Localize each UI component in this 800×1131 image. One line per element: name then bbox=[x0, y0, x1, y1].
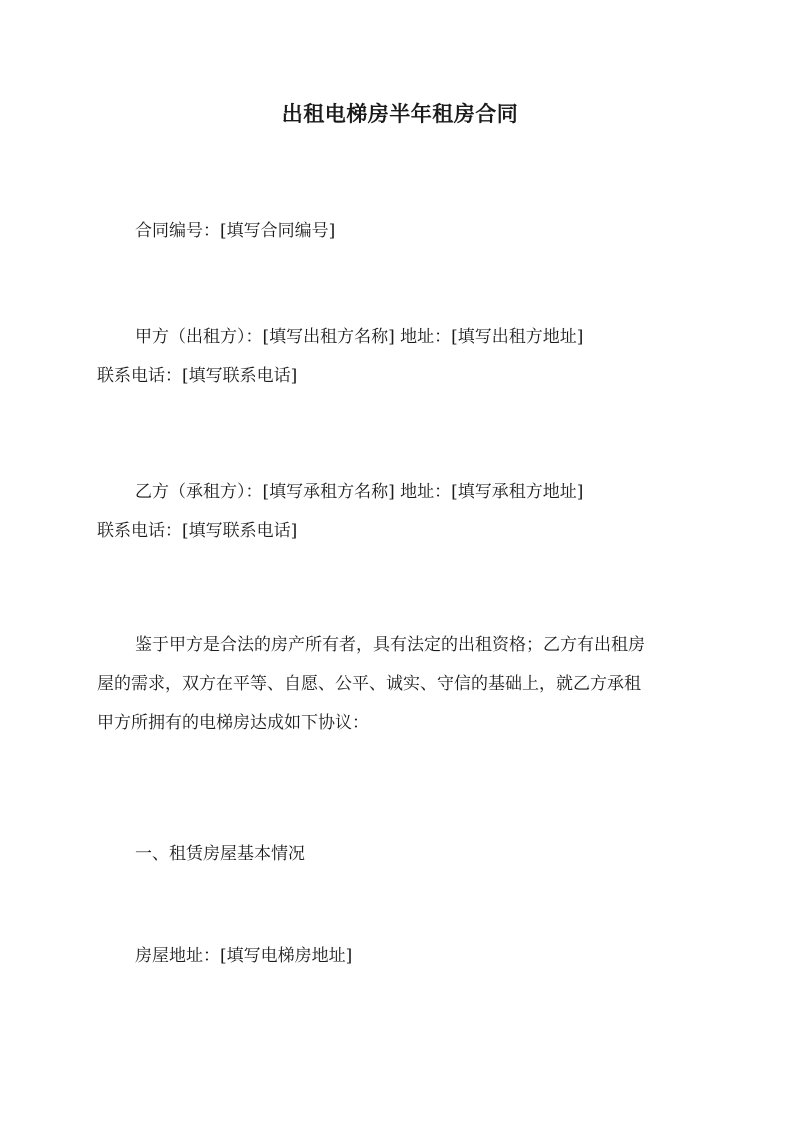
preamble-line-3: 甲方所拥有的电梯房达成如下协议： bbox=[97, 713, 369, 733]
preamble-line-1: 鉴于甲方是合法的房产所有者，具有法定的出租资格；乙方有出租房 bbox=[135, 635, 645, 655]
house-address-paragraph bbox=[97, 937, 703, 976]
document-title: 出租电梯房半年租房合同 bbox=[281, 101, 519, 126]
party-a-paragraph bbox=[97, 318, 703, 396]
preamble-paragraph bbox=[97, 626, 703, 743]
party-a-phone: 联系电话：[填写联系电话] bbox=[97, 366, 298, 386]
preamble-line-2: 屋的需求，双方在平等、自愿、公平、诚实、守信的基础上，就乙方承租 bbox=[97, 674, 641, 694]
party-b-name-address: 乙方（承租方）：[填写承租方名称] 地址：[填写承租方地址] bbox=[135, 482, 584, 502]
contract-number-text: 合同编号：[填写合同编号] bbox=[135, 221, 336, 241]
section-1-heading-paragraph bbox=[97, 835, 703, 874]
contract-number-paragraph bbox=[97, 212, 703, 251]
house-address-text: 房屋地址：[填写电梯房地址] bbox=[135, 946, 353, 966]
section-1-heading: 一、租赁房屋基本情况 bbox=[135, 844, 305, 864]
party-b-phone: 联系电话：[填写联系电话] bbox=[97, 521, 298, 541]
party-a-name-address: 甲方（出租方）：[填写出租方名称] 地址：[填写出租方地址] bbox=[135, 327, 584, 347]
party-b-paragraph bbox=[97, 473, 703, 551]
